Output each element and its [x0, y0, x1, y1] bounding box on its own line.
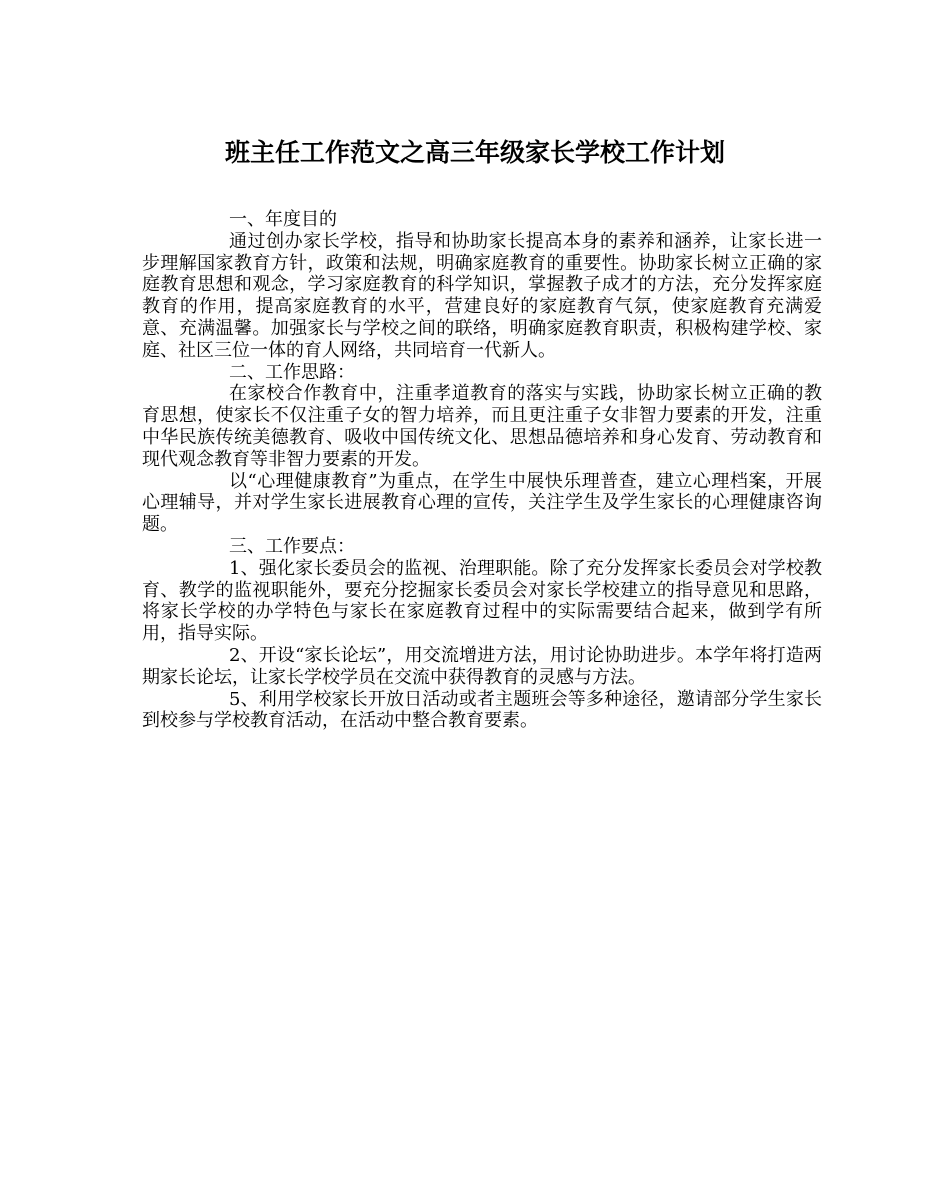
- paragraph-point-2: 2、开设“家长论坛”，用交流增进方法，用讨论协助进步。本学年将打造两期家长论坛，让家长学校学员在交流中获得教育的灵感与方法。: [142, 644, 822, 688]
- paragraph-point-5: 5、利用学校家长开放日活动或者主题班会等多种途径，邀请部分学生家长到校参与学校教育活动，在活动中整合教育要素。: [142, 688, 822, 732]
- document-body: [142, 209, 822, 732]
- paragraph-annual-goal: 通过创办家长学校，指导和协助家长提高本身的素养和涵养，让家长进一步理解国家教育方针，政策和法规，明确家庭教育的重要性。协助家长树立正确的家庭教育思想和观念，学习家庭教育的科学知识，掌握教子成才的方法，充分发挥家庭教育的作用，提高家庭教育的水平，营建良好的家庭教育气氛，使家庭教育充满爱意、充满温馨。加强家长与学校之间的联络，明确家庭教育职责，积极构建学校、家庭、社区三位一体的育人网络，共同培育一代新人。: [142, 230, 822, 361]
- paragraph-point-1: 1、强化家长委员会的监视、治理职能。除了充分发挥家长委员会对学校教育、教学的监视职能外，要充分挖掘家长委员会对家长学校建立的指导意见和思路，将家长学校的办学特色与家长在家庭教育过程中的实际需要结合起来，做到学有所用，指导实际。: [142, 557, 822, 645]
- paragraph-mental-health: 以“心理健康教育”为重点，在学生中展快乐理普查，建立心理档案，开展心理辅导，并对学生家长进展教育心理的宣传，关注学生及学生家长的心理健康咨询题。: [142, 470, 822, 536]
- document-title: 班主任工作范文之高三年级家长学校工作计划: [224, 138, 725, 167]
- section-heading-work-points: 三、工作要点：: [229, 535, 355, 557]
- paragraph-home-school-cooperation: 在家校合作教育中，注重孝道教育的落实与实践，协助家长树立正确的教育思想，使家长不仅注重子女的智力培养，而且更注重子女非智力要素的开发，注重中华民族传统美德教育、吸收中国传统文化、思想品德培养和身心发育、劳动教育和现代观念教育等非智力要素的开发。: [142, 383, 822, 470]
- section-heading-work-approach: 二、工作思路：: [229, 361, 355, 383]
- section-heading-annual-goal: 一、年度目的: [229, 209, 337, 230]
